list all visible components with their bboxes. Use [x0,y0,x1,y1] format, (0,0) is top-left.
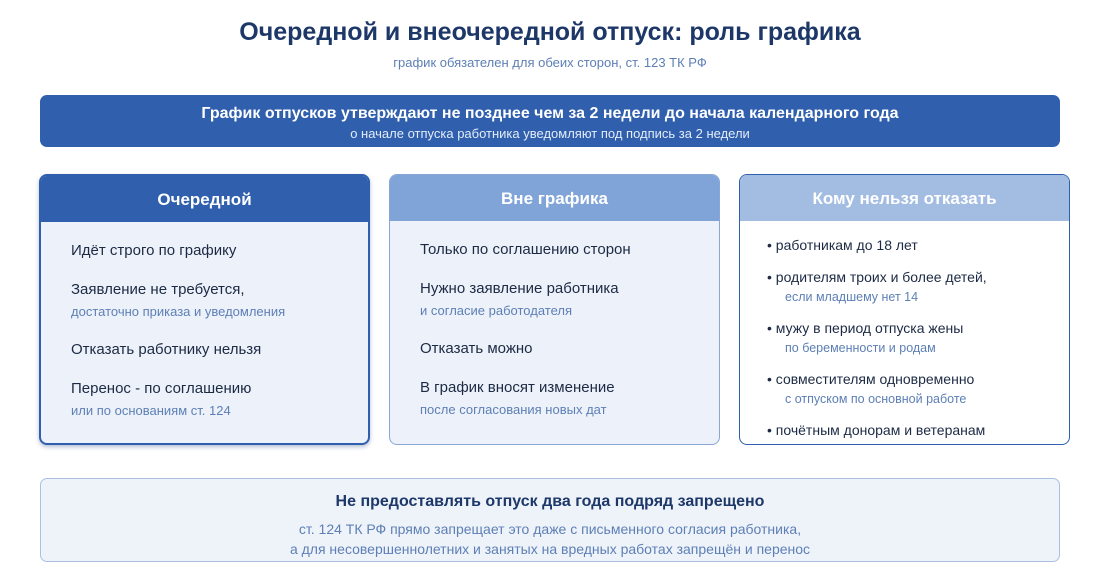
list-item [767,320,1069,356]
card-title: Кому нельзя отказать [740,175,1069,221]
item-text: • мужу в период отпуска жены [767,320,964,336]
item-note: после согласования новых дат [420,402,607,417]
item-text: • родителям троих и более детей, [767,269,987,285]
item-note: с отпуском по основной работе [785,392,967,406]
list-item [767,269,1069,305]
page-title: Очередной и внеочередной отпуск: роль графика [239,18,861,46]
item-text: Перенос - по соглашению [71,380,252,397]
list-item [420,340,719,358]
item-note: и согласие работодателя [420,303,572,318]
item-text: • работникам до 18 лет [767,237,918,253]
item-note: по беременности и родам [785,341,936,355]
deadline-banner [40,95,1060,147]
item-text: Нужно заявление работника [420,280,619,297]
list-item [767,422,1069,439]
banner-sub-text: о начале отпуска работника уведомляют под подпись за 2 недели [350,126,750,141]
item-text: В график вносят изменение [420,379,615,396]
card-title: Очередной [41,176,368,222]
page-subtitle: график обязателен для обеих сторон, ст. 123 ТК РФ [393,55,707,70]
list-item [71,380,368,419]
item-text: Только по соглашению сторон [420,241,631,258]
item-text: Отказать можно [420,340,533,357]
footer-line: а для несовершеннолетних и занятых на вредных работах запрещён и перенос [289,541,811,557]
list-item [420,379,719,418]
card-regular-leave [39,174,370,445]
banner-main-text: График отпусков утверждают не позднее чем за 2 недели до начала календарного года [201,105,899,122]
footer-line: ст. 124 ТК РФ прямо запрещает это даже с письменного согласия работника, [298,521,802,537]
item-note: если младшему нет 14 [785,290,919,304]
list-item [71,341,368,359]
item-text: Заявление не требуется, [71,281,245,298]
list-item [420,241,719,259]
card-title: Вне графика [390,175,719,221]
item-text: Отказать работнику нельзя [71,341,262,358]
list-item [767,371,1069,407]
item-note: достаточно приказа и уведомления [71,304,286,319]
item-text: • почётным донорам и ветеранам [767,422,986,438]
item-text: • совместителям одновременно [767,371,975,387]
footer-warning [40,478,1060,562]
list-item [767,237,1069,254]
card-off-schedule [389,174,720,445]
list-item [71,242,368,260]
list-item [420,280,719,319]
card-cannot-refuse [739,174,1070,445]
item-note: или по основаниям ст. 124 [71,403,231,418]
footer-title: Не предоставлять отпуск два года подряд запрещено [335,493,765,510]
list-item [71,281,368,320]
item-text: Идёт строго по графику [71,242,237,259]
